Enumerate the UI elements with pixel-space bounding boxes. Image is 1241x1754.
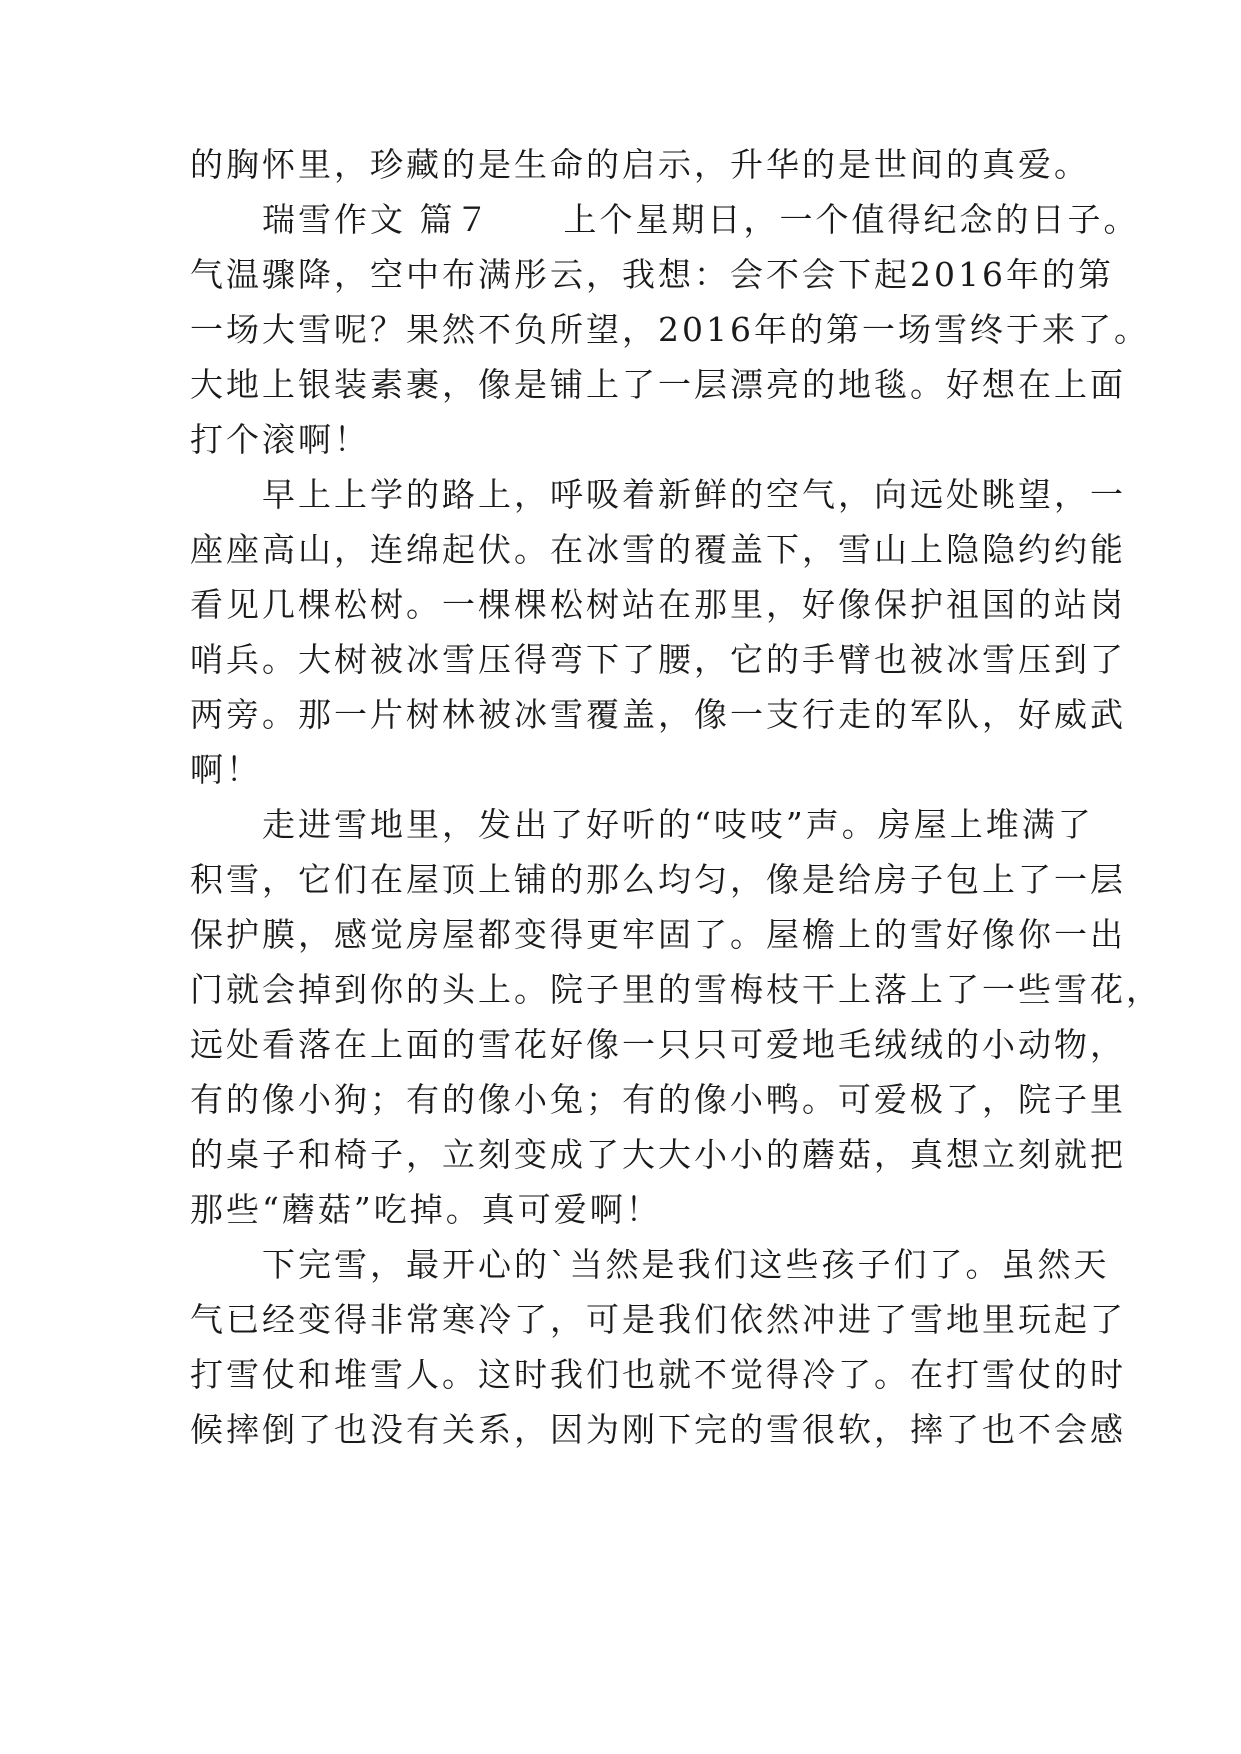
text-line: 走进雪地里，发出了好听的“吱吱”声。房屋上堆满了 (190, 805, 1094, 844)
text-line: 那些“蘑菇”吃掉。真可爱啊！ (190, 1190, 662, 1229)
text-line: 打雪仗和堆雪人。这时我们也就不觉得冷了。在打雪仗的时 (190, 1355, 1126, 1394)
text-line: 门就会掉到你的头上。院子里的雪梅枝干上落上了一些雪花， (190, 970, 1162, 1009)
text-line: 一场大雪呢？果然不负所望，2016年的第一场雪终于来了。 (190, 310, 1150, 349)
text-line: 啊！ (190, 750, 262, 789)
text-line: 下完雪，最开心的`当然是我们这些孩子们了。虽然天 (190, 1245, 1110, 1284)
text-line: 积雪，它们在屋顶上铺的那么均匀，像是给房子包上了一层 (190, 860, 1126, 899)
text-line: 的胸怀里，珍藏的是生命的启示，升华的是世间的真爱。 (190, 145, 1090, 184)
text-line: 大地上银装素裹，像是铺上了一层漂亮的地毯。好想在上面 (190, 365, 1126, 404)
text-line: 早上上学的路上，呼吸着新鲜的空气，向远处眺望，一 (190, 475, 1126, 514)
text-line: 两旁。那一片树林被冰雪覆盖，像一支行走的军队，好威武 (190, 695, 1126, 734)
text-line: 座座高山，连绵起伏。在冰雪的覆盖下，雪山上隐隐约约能 (190, 530, 1126, 569)
text-line: 候摔倒了也没有关系，因为刚下完的雪很软，摔了也不会感 (190, 1410, 1126, 1449)
text-line: 保护膜，感觉房屋都变得更牢固了。屋檐上的雪好像你一出 (190, 915, 1126, 954)
text-line: 有的像小狗；有的像小兔；有的像小鸭。可爱极了，院子里 (190, 1080, 1126, 1119)
text-line: 气温骤降，空中布满彤云，我想：会不会下起2016年的第 (190, 255, 1114, 294)
text-line: 瑞雪作文 篇７ 上个星期日，一个值得纪念的日子。 (190, 200, 1140, 239)
text-line: 看见几棵松树。一棵棵松树站在那里，好像保护祖国的站岗 (190, 585, 1126, 624)
text-line: 的桌子和椅子，立刻变成了大大小小的蘑菇，真想立刻就把 (190, 1135, 1126, 1174)
text-line: 打个滚啊！ (190, 420, 370, 459)
text-line: 哨兵。大树被冰雪压得弯下了腰，它的手臂也被冰雪压到了 (190, 640, 1126, 679)
text-line: 远处看落在上面的雪花好像一只只可爱地毛绒绒的小动物， (190, 1025, 1126, 1064)
text-line: 气已经变得非常寒冷了，可是我们依然冲进了雪地里玩起了 (190, 1300, 1126, 1339)
